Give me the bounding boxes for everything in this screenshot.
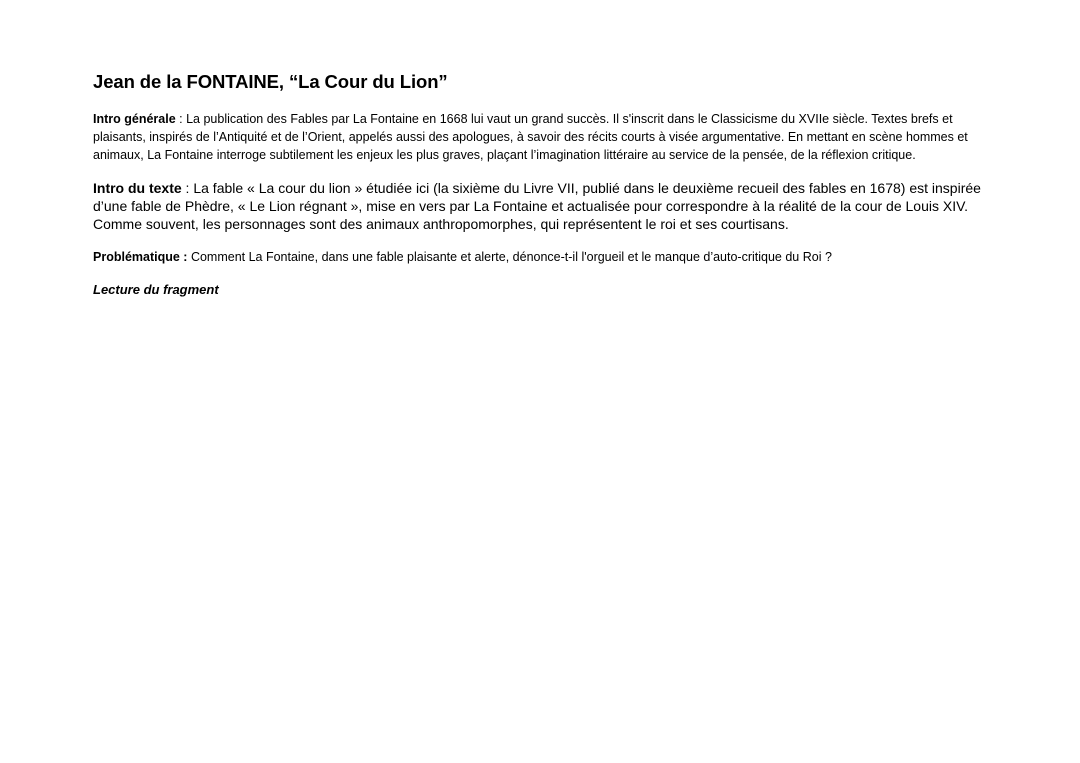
document-title: Jean de la FONTAINE, “La Cour du Lion”: [93, 71, 448, 92]
intro-texte-paragraph: [93, 179, 993, 233]
intro-generale-paragraph: [93, 110, 993, 164]
lecture-heading: Lecture du fragment: [93, 282, 219, 297]
intro-texte-label: Intro du texte: [93, 180, 182, 196]
problematique-label: Problématique :: [93, 250, 188, 264]
intro-texte-text: : La fable « La cour du lion » étudiée ici (la sixième du Livre VII, publié dans le deuxième recueil des fables en 1678) est inspirée d’une fable de Phèdre, « Le Lion régnant », mise en vers par La Fontaine et actualisée pour correspondre à la réalité de la cour de Louis XIV. Comme souvent, les personnages sont des animaux anthropomorphes, qui représentent le roi et ses courtisans.: [93, 180, 981, 232]
problematique-text: Comment La Fontaine, dans une fable plaisante et alerte, dénonce-t-il l'orgueil et le manque d’auto-critique du Roi ?: [187, 250, 832, 264]
document-body: [93, 70, 993, 299]
intro-generale-label: Intro générale: [93, 112, 176, 126]
intro-generale-text: : La publication des Fables par La Fontaine en 1668 lui vaut un grand succès. Il s'inscrit dans le Classicisme du XVIIe siècle. Textes brefs et plaisants, inspirés de l’Antiquité et de l’Orient, appelés aussi des apologues, à savoir des récits courts à visée argumentative. En mettant en scène hommes et animaux, La Fontaine interroge subtilement les enjeux les plus graves, plaçant l’imagination littéraire au service de la pensée, de la réflexion critique.: [93, 112, 968, 162]
problematique-paragraph: [93, 248, 993, 266]
